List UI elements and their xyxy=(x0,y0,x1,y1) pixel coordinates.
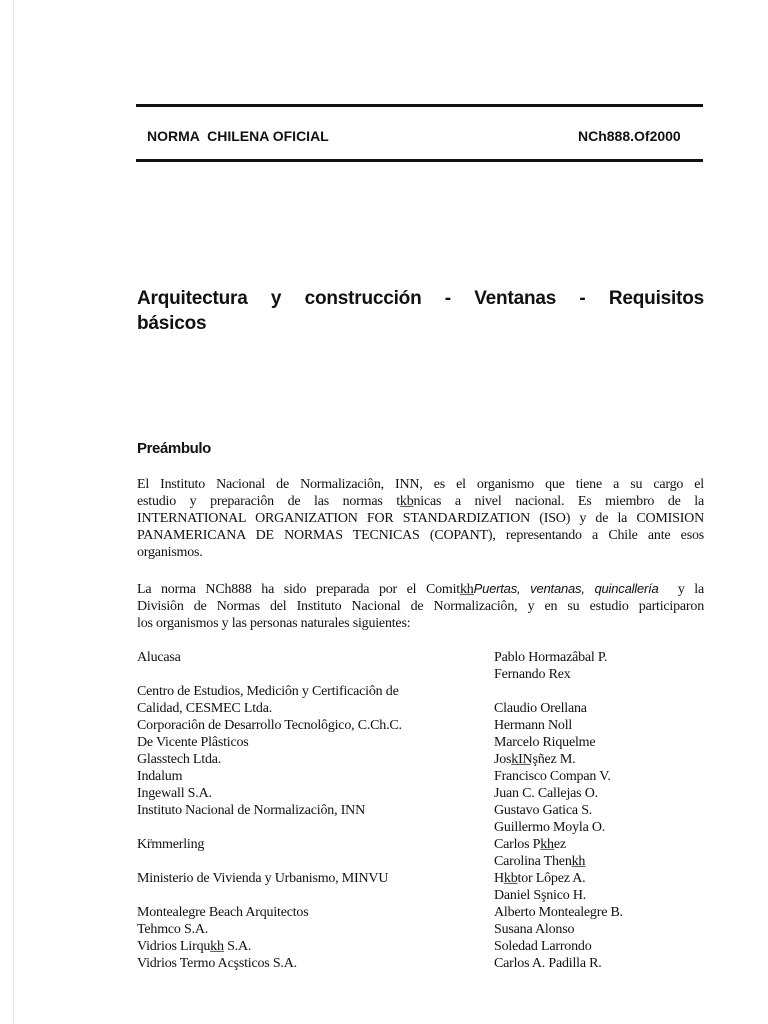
organization-item: Ministerio de Vivienda y Urbanismo, MINVU xyxy=(137,871,389,886)
title-line-2: básicos xyxy=(137,313,207,334)
para2-line1-start: La norma NCh888 ha sido preparada por el Comitk̲h̲ xyxy=(137,582,474,597)
preamble-paragraph-1 xyxy=(137,476,704,561)
person-item: Pablo Hormazâbal P. xyxy=(494,650,608,665)
organization-item: Montealegre Beach Arquitectos xyxy=(137,905,309,920)
organization-item xyxy=(137,666,402,683)
person-item: Josk̲I̲N̲şñez M. xyxy=(494,752,576,767)
organization-item: Glasstech Ltda. xyxy=(137,752,222,767)
person-item: Hermann Noll xyxy=(494,718,573,733)
person-item: Daniel Sşnico H. xyxy=(494,888,587,903)
person-item: Marcelo Riquelme xyxy=(494,735,596,750)
organization-item xyxy=(137,853,402,870)
person-item: Soledad Larrondo xyxy=(494,939,592,954)
page-edge-line xyxy=(13,0,14,1024)
organization-item: Calidad, CESMEC Ltda. xyxy=(137,701,273,716)
person-item: Gustavo Gatica S. xyxy=(494,803,593,818)
para2-line-1 xyxy=(137,580,704,598)
para1-line: El Instituto Nacional de Normalizaciôn, INN, es el organismo que tiene a su cargo el xyxy=(137,477,704,492)
persons-list xyxy=(494,649,623,972)
preamble-paragraph-2 xyxy=(137,580,704,632)
document-title xyxy=(137,286,704,336)
header-top-rule xyxy=(136,104,703,107)
header-norma-label: NORMA CHILENA OFICIAL xyxy=(147,128,329,144)
organization-item: Ingewall S.A. xyxy=(137,786,212,801)
organization-item: Kr̈mmerling xyxy=(137,837,205,852)
para2-line-2: Divisiôn de Normas del Instituto Nacional de Normalizaciôn, y en su estudio participaron xyxy=(137,599,704,614)
person-item: Carolina Thenk̲h̲ xyxy=(494,854,586,869)
para1-line: organismos. xyxy=(137,545,203,560)
preamble-heading: Preámbulo xyxy=(137,440,211,457)
title-line-1: Arquitectura y construcción - Ventanas - Requisitos xyxy=(137,288,704,309)
organizations-list xyxy=(137,649,402,972)
header-norm-code: NCh888.Of2000 xyxy=(578,128,681,144)
organization-item: Instituto Nacional de Normalizaciôn, INN xyxy=(137,803,365,818)
organization-item: Tehmco S.A. xyxy=(137,922,209,937)
organization-item xyxy=(137,819,402,836)
person-item: Juan C. Callejas O. xyxy=(494,786,598,801)
committee-name: Puertas, ventanas, quincallería xyxy=(473,581,659,596)
organization-item: Indalum xyxy=(137,769,183,784)
para1-line: PANAMERICANA DE NORMAS TECNICAS (COPANT), representando a Chile ante esos xyxy=(137,528,704,543)
person-item: Hk̲b̲tor Lôpez A. xyxy=(494,871,586,886)
organization-item xyxy=(137,887,402,904)
person-item: Claudio Orellana xyxy=(494,701,587,716)
organization-item: Centro de Estudios, Mediciôn y Certificaciôn de xyxy=(137,684,399,699)
organization-item: Corporaciôn de Desarrollo Tecnolôgico, C.Ch.C. xyxy=(137,718,402,733)
person-item: Fernando Rex xyxy=(494,667,571,682)
person-item: Carlos A. Padilla R. xyxy=(494,956,602,971)
para2-line1-end: y la xyxy=(658,582,705,597)
person-item: Guillermo Moyla O. xyxy=(494,820,606,835)
organization-item: Vidrios Lirquk̲h̲ S.A. xyxy=(137,939,252,954)
person-item xyxy=(494,683,623,700)
person-item: Carlos Pk̲h̲ez xyxy=(494,837,566,852)
organization-item: Vidrios Termo Acşsticos S.A. xyxy=(137,956,297,971)
person-item: Susana Alonso xyxy=(494,922,575,937)
person-item: Alberto Montealegre B. xyxy=(494,905,623,920)
para1-line: INTERNATIONAL ORGANIZATION FOR STANDARDIZATION (ISO) y de la COMISION xyxy=(137,511,704,526)
header-bottom-rule xyxy=(136,159,703,162)
person-item: Francisco Compan V. xyxy=(494,769,611,784)
para2-line-3: los organismos y las personas naturales siguientes: xyxy=(137,616,411,631)
para1-line: estudio y preparaciôn de las normas tk̲b̲nicas a nivel nacional. Es miembro de la xyxy=(137,494,704,509)
organization-item: Alucasa xyxy=(137,650,181,665)
organization-item: De Vicente Plâsticos xyxy=(137,735,249,750)
